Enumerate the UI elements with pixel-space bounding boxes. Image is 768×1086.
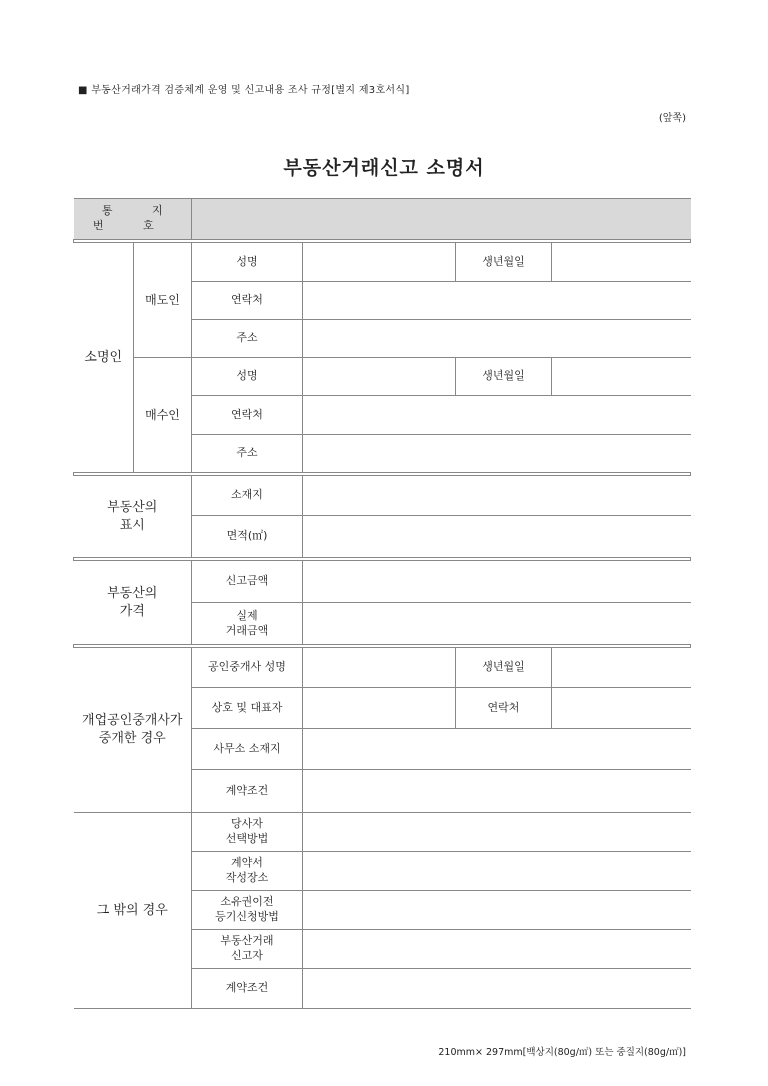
agent-birth-field[interactable]: [552, 648, 691, 688]
seller-address-field[interactable]: [303, 320, 691, 358]
seller-birth-field[interactable]: [552, 243, 691, 282]
property-location-field[interactable]: [303, 476, 691, 516]
registration-method-label: 소유권이전 등기신청방법: [192, 891, 303, 930]
front-side-note: (앞쪽): [658, 113, 686, 124]
claimant-label: 소명인: [74, 243, 134, 473]
reporter-field[interactable]: [303, 930, 691, 969]
seller-address-label: 주소: [192, 320, 303, 358]
actual-amount-field[interactable]: [303, 603, 691, 645]
property-label: 부동산의 표시: [74, 476, 192, 558]
seller-contact-label: 연락처: [192, 282, 303, 320]
reported-amount-label: 신고금액: [192, 561, 303, 603]
buyer-label: 매수인: [134, 358, 192, 473]
notification-number-label: 통 지 번 호: [74, 199, 192, 240]
contract-place-label: 계약서 작성장소: [192, 852, 303, 891]
agent-birth-label: 생년월일: [456, 648, 552, 688]
form-table: [73, 198, 691, 1009]
reported-amount-field[interactable]: [303, 561, 691, 603]
contract-place-field[interactable]: [303, 852, 691, 891]
seller-name-field[interactable]: [303, 243, 456, 282]
notification-row: [74, 199, 691, 240]
paper-spec-footer: 210mm× 297mm[백상지(80g/㎡) 또는 중질지(80g/㎡)]: [438, 1047, 686, 1058]
property-area-field[interactable]: [303, 516, 691, 558]
property-area-label: 면적(㎡): [192, 516, 303, 558]
buyer-birth-label: 생년월일: [456, 358, 552, 396]
actual-amount-label: 실제 거래금액: [192, 603, 303, 645]
regulation-note: ■ 부동산거래가격 검증체계 운영 및 신고내용 조사 규정[별지 제3호서식]: [78, 85, 410, 96]
notification-number-field[interactable]: [192, 199, 691, 240]
reporter-label: 부동산거래 신고자: [192, 930, 303, 969]
form-frame: [73, 198, 690, 1009]
form-title: 부동산거래신고 소명서: [283, 157, 485, 179]
other-terms-field[interactable]: [303, 969, 691, 1009]
buyer-address-field[interactable]: [303, 435, 691, 473]
party-method-field[interactable]: [303, 813, 691, 852]
broker-label: 개업공인중개사가 중개한 경우: [74, 648, 192, 813]
buyer-address-label: 주소: [192, 435, 303, 473]
agent-contact-label: 연락처: [456, 688, 552, 729]
office-location-field[interactable]: [303, 729, 691, 770]
other-case-label: 그 밖의 경우: [74, 813, 192, 1009]
seller-name-label: 성명: [192, 243, 303, 282]
seller-contact-field[interactable]: [303, 282, 691, 320]
buyer-contact-label: 연락처: [192, 396, 303, 435]
buyer-name-label: 성명: [192, 358, 303, 396]
property-location-label: 소재지: [192, 476, 303, 516]
office-location-label: 사무소 소재지: [192, 729, 303, 770]
seller-birth-label: 생년월일: [456, 243, 552, 282]
seller-label: 매도인: [134, 243, 192, 358]
broker-terms-field[interactable]: [303, 770, 691, 813]
buyer-contact-field[interactable]: [303, 396, 691, 435]
agent-name-field[interactable]: [303, 648, 456, 688]
registration-method-field[interactable]: [303, 891, 691, 930]
buyer-birth-field[interactable]: [552, 358, 691, 396]
firm-field[interactable]: [303, 688, 456, 729]
agent-contact-field[interactable]: [552, 688, 691, 729]
broker-terms-label: 계약조건: [192, 770, 303, 813]
other-terms-label: 계약조건: [192, 969, 303, 1009]
price-label: 부동산의 가격: [74, 561, 192, 645]
party-method-label: 당사자 선택방법: [192, 813, 303, 852]
firm-label: 상호 및 대표자: [192, 688, 303, 729]
agent-name-label: 공인중개사 성명: [192, 648, 303, 688]
buyer-name-field[interactable]: [303, 358, 456, 396]
